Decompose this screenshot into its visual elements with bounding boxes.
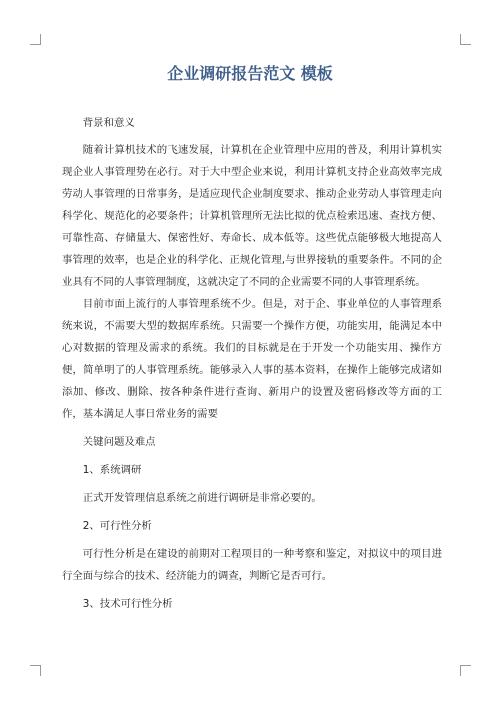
paragraph-background-1: 随着计算机技术的飞速发展，计算机在企业管理中应用的普及，利用计算机实现企业人事管理势在必行。对于大中型企业来说，利用计算机支持企业高效率完成劳动人事管理的日常事务，是适应现代企业制度要求、推动企业劳动人事管理走向科学化、规范化的必要条件；计算机管理所无法比拟的优点检索迅速、查找方便、可靠性高、存储量大、保密性好、寿命长、成本低等。这些优点能够极大地提高人事管理的效率，也是企业的科学化、正规化管理,与世界接轨的重要条件。不同的企业具有不同的人事管理制度，这就决定了不同的企业需要不同的人事管理系统。 xyxy=(62,144,442,288)
crop-mark-bottom-left xyxy=(30,665,41,676)
list-item-system-research: 1、系统调研 xyxy=(82,464,142,476)
document-title: 企业调研报告范文 模板 xyxy=(167,64,333,83)
crop-mark-bottom-right xyxy=(460,665,471,676)
list-item-feasibility-analysis: 2、可行性分析 xyxy=(82,520,152,532)
paragraph-background-2: 目前市面上流行的人事管理系统不少。但是，对于企、事业单位的人事管理系统来说，不需要大型的数据库系统。只需要一个操作方便，功能实用，能满足本中心对数据的管理及需求的系统。我们的目标就是在于开发一个功能实用、操作方便，简单明了的人事管理系统。能够录入人事的基本资料，在操作上能够完成诸如添加、修改、删除、按各种条件进行查询、新用户的设置及密码修改等方面的工作，基本满足人事日常业务的需要 xyxy=(62,298,442,420)
crop-mark-top-left xyxy=(30,34,41,45)
section-heading-background: 背景和意义 xyxy=(82,117,135,129)
crop-mark-top-right xyxy=(460,34,471,45)
list-item-technical-feasibility: 3、技术可行性分析 xyxy=(82,598,173,610)
paragraph-feasibility-analysis: 可行性分析是在建设的前期对工程项目的一种考察和鉴定，对拟议中的项目进行全面与综合的技术、经济能力的调查，判断它是否可行。 xyxy=(62,548,442,582)
section-heading-key-issues: 关键问题及难点 xyxy=(82,436,156,448)
paragraph-system-research: 正式开发管理信息系统之前进行调研是非常必要的。 xyxy=(82,492,322,504)
document-body xyxy=(62,112,442,615)
